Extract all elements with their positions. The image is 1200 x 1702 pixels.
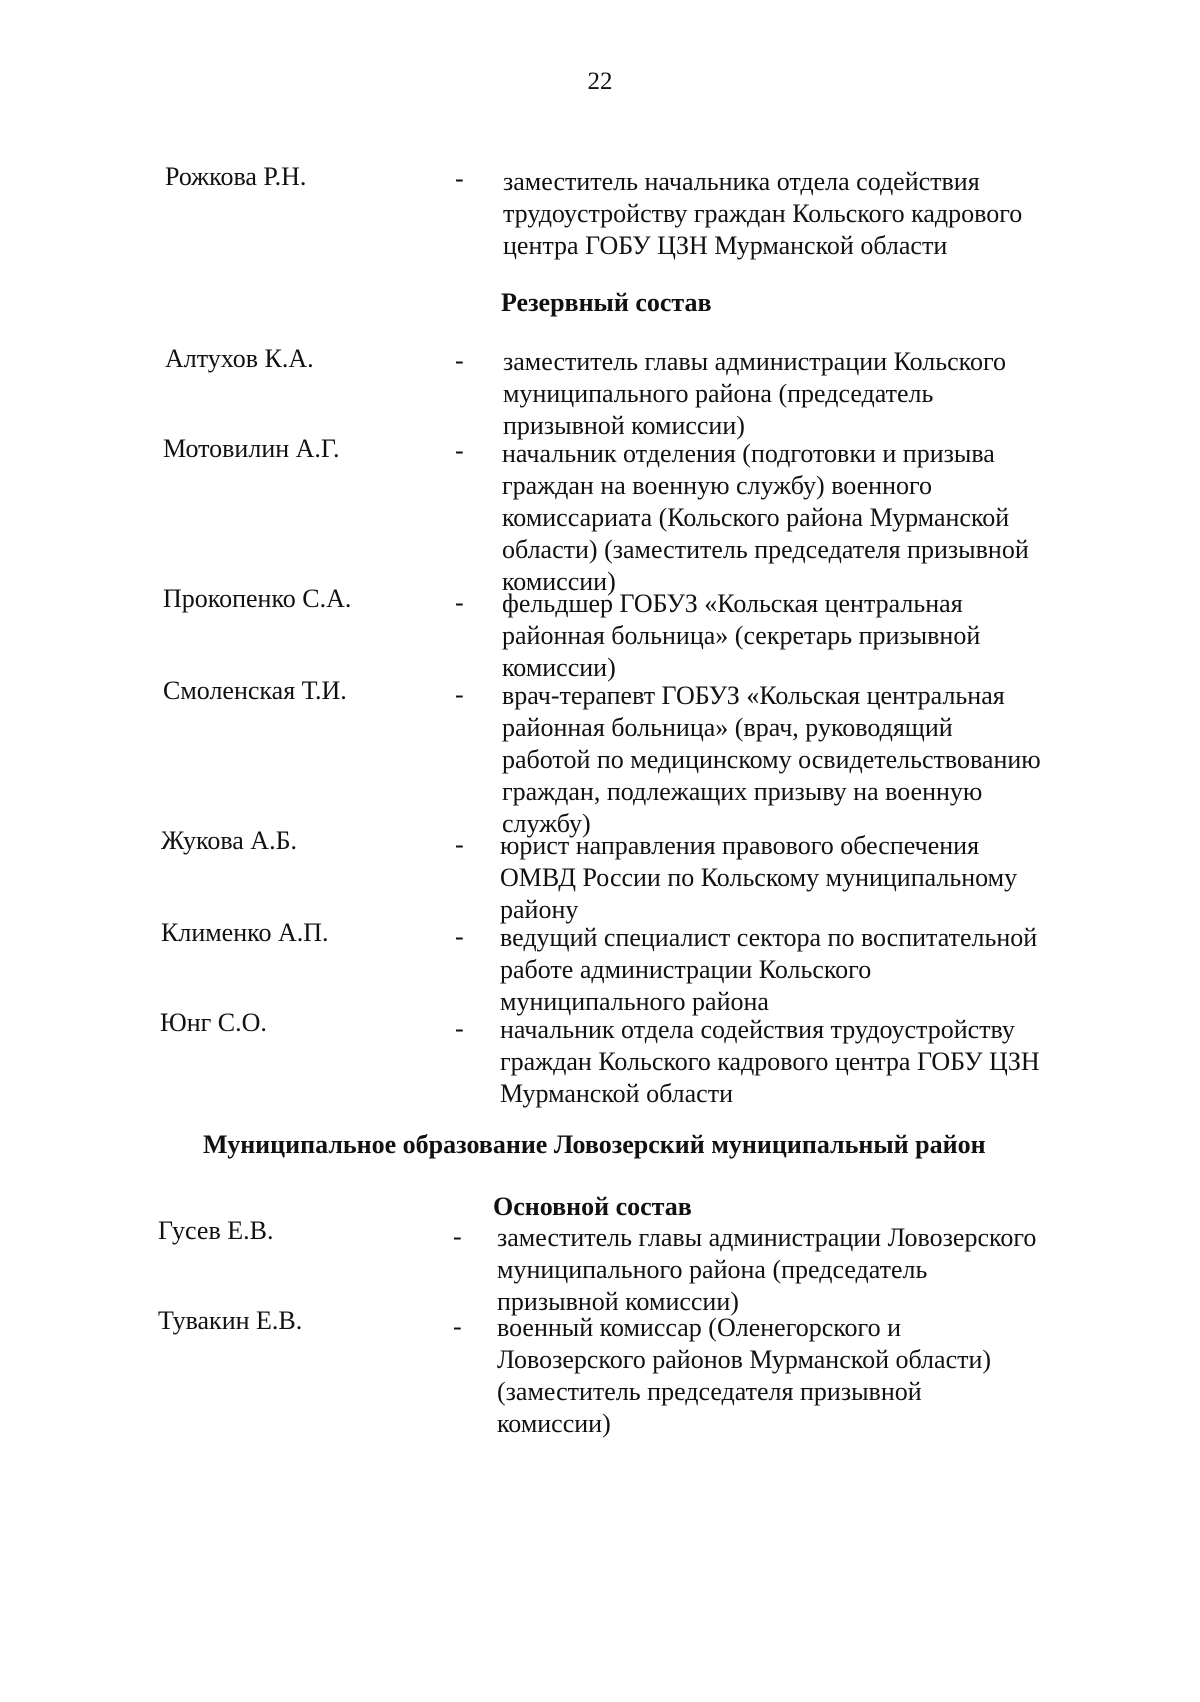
member-description bbox=[497, 1222, 1036, 1318]
member-name-rozhkova: Рожкова Р.Н. bbox=[165, 162, 307, 191]
description-line: муниципального района (председатель bbox=[503, 379, 934, 408]
member-name: Алтухов К.А. bbox=[165, 344, 314, 373]
dash-separator: - bbox=[453, 1222, 462, 1251]
municipality-heading: Муниципальное образование Ловозерский муниципальный район bbox=[203, 1130, 986, 1159]
description-line: комиссариата (Кольского района Мурманской bbox=[502, 503, 1010, 532]
description-line: призывной комиссии) bbox=[497, 1287, 739, 1316]
member-name: Жукова А.Б. bbox=[161, 826, 298, 855]
member-description bbox=[497, 1312, 991, 1440]
member-name: Мотовилин А.Г. bbox=[163, 434, 340, 463]
description-line: комиссии) bbox=[502, 567, 616, 596]
member-description bbox=[502, 438, 1029, 598]
description-line: граждан Кольского кадрового центра ГОБУ ЦЗН bbox=[500, 1047, 1040, 1076]
description-line: комиссии) bbox=[502, 653, 616, 682]
dash-separator: - bbox=[455, 436, 464, 465]
member-description bbox=[502, 588, 980, 684]
member-name: Прокопенко С.А. bbox=[163, 584, 352, 613]
member-description bbox=[500, 922, 1037, 1018]
description-line: Мурманской области bbox=[500, 1079, 733, 1108]
description-line: (заместитель председателя призывной bbox=[497, 1377, 922, 1406]
member-name: Юнг С.О. bbox=[160, 1008, 267, 1037]
dash-separator: - bbox=[453, 1312, 462, 1341]
description-line: заместитель главы администрации Кольского bbox=[503, 347, 1006, 376]
description-line: призывной комиссии) bbox=[503, 411, 745, 440]
description-line: граждан, подлежащих призыву на военную bbox=[502, 777, 983, 806]
description-line: заместитель главы администрации Ловозерского bbox=[497, 1223, 1037, 1252]
description-line: ведущий специалист сектора по воспитательной bbox=[500, 923, 1038, 952]
dash-separator: - bbox=[455, 346, 464, 375]
description-line: районная больница» (врач, руководящий bbox=[502, 713, 953, 742]
description-line: заместитель начальника отдела содействия bbox=[503, 167, 980, 196]
description-line: муниципального района bbox=[500, 987, 769, 1016]
description-line: работой по медицинскому освидетельствованию bbox=[502, 745, 1041, 774]
description-line: фельдшер ГОБУЗ «Кольская центральная bbox=[502, 589, 963, 618]
description-line: юрист направления правового обеспечения bbox=[500, 831, 980, 860]
main-heading: Основной состав bbox=[493, 1192, 692, 1221]
member-description bbox=[502, 680, 1041, 840]
page-number: 22 bbox=[587, 68, 613, 95]
dash-separator: - bbox=[455, 1014, 464, 1043]
member-description bbox=[503, 346, 1006, 442]
description-line: начальник отдела содействия трудоустройству bbox=[500, 1015, 1015, 1044]
description-line: муниципального района (председатель bbox=[497, 1255, 928, 1284]
description-line: военный комиссар (Оленегорского и bbox=[497, 1313, 901, 1342]
description-line: врач-терапевт ГОБУЗ «Кольская центральная bbox=[502, 681, 1005, 710]
description-line: начальник отделения (подготовки и призыва bbox=[502, 439, 995, 468]
member-description bbox=[500, 1014, 1040, 1110]
description-line: области) (заместитель председателя призывной bbox=[502, 535, 1029, 564]
member-name: Смоленская Т.И. bbox=[163, 676, 347, 705]
member-name: Гусев Е.В. bbox=[158, 1216, 274, 1245]
dash-separator: - bbox=[455, 922, 464, 951]
description-line: Ловозерского районов Мурманской области) bbox=[497, 1345, 992, 1374]
reserve-heading: Резервный состав bbox=[501, 288, 712, 317]
dash-separator: - bbox=[455, 830, 464, 859]
member-description bbox=[500, 830, 1017, 926]
member-name: Тувакин Е.В. bbox=[158, 1306, 303, 1335]
description-line: работе администрации Кольского bbox=[500, 955, 872, 984]
description-line: ОМВД России по Кольскому муниципальному bbox=[500, 863, 1018, 892]
description-line: районная больница» (секретарь призывной bbox=[502, 621, 981, 650]
description-line: центра ГОБУ ЦЗН Мурманской области bbox=[503, 231, 948, 260]
description-line: району bbox=[500, 895, 579, 924]
member-name: Клименко А.П. bbox=[161, 918, 329, 947]
dash-separator: - bbox=[455, 680, 464, 709]
dash-separator: - bbox=[455, 164, 464, 193]
description-line: граждан на военную службу) военного bbox=[502, 471, 933, 500]
description-line: службу) bbox=[502, 809, 591, 838]
dash-separator: - bbox=[455, 588, 464, 617]
description-line: комиссии) bbox=[497, 1409, 611, 1438]
member-description-rozhkova bbox=[503, 166, 1022, 262]
description-line: трудоустройству граждан Кольского кадрового bbox=[503, 199, 1023, 228]
